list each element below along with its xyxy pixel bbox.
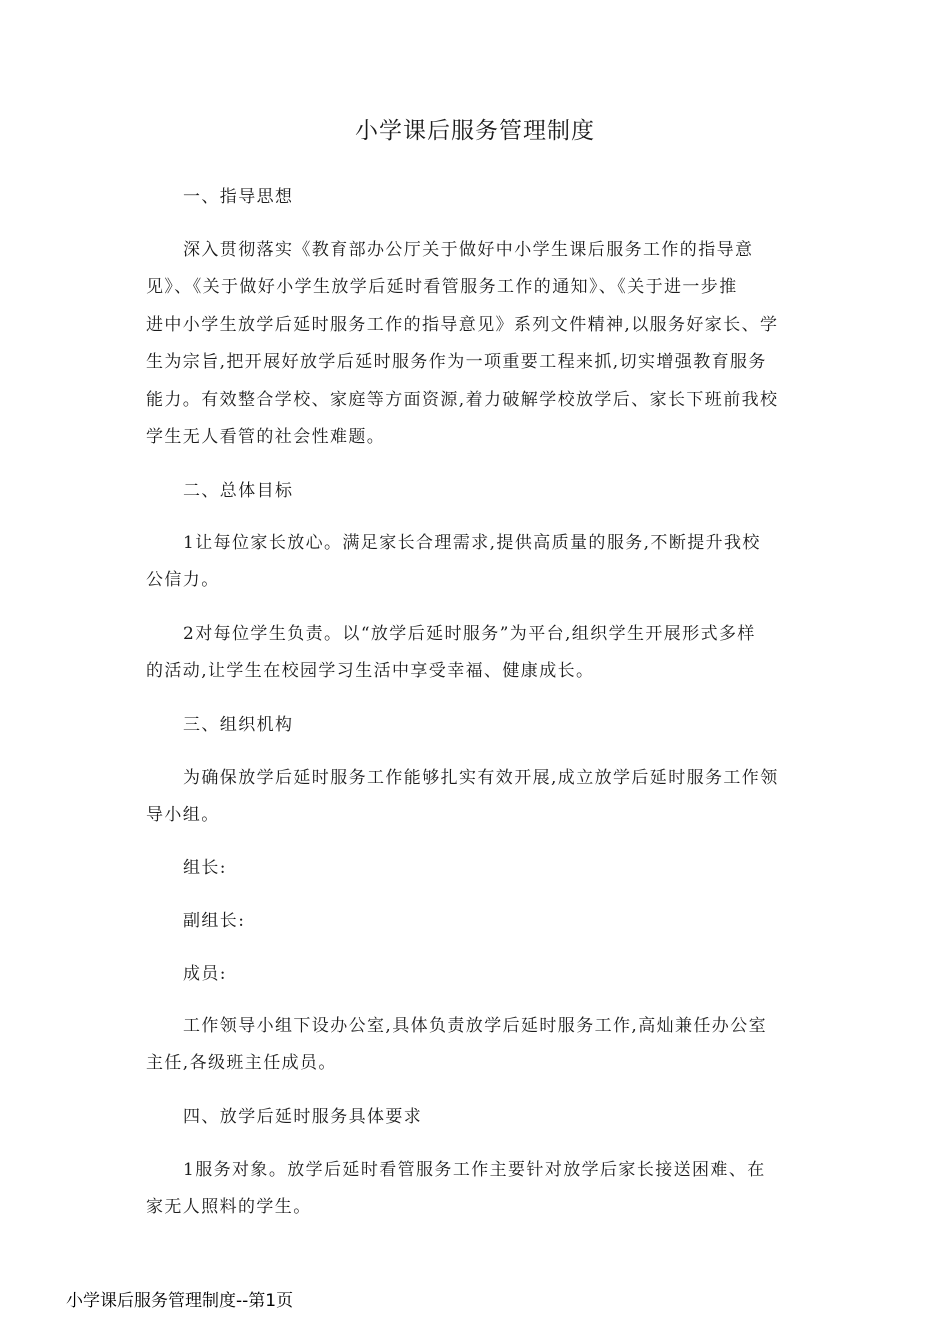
group-leader-label: 组长: [183,858,227,878]
section2-heading: 二、总体目标 [183,481,294,501]
deputy-leader-label: 副组长: [183,911,246,931]
section3-paragraph-2 [146,1008,811,1083]
text-line: 生为宗旨,把开展好放学后延时服务作为一项重要工程来抓,切实增强教育服务 [146,352,767,373]
section4-heading: 四、放学后延时服务具体要求 [183,1107,423,1127]
section3-heading: 三、组织机构 [183,715,294,735]
text-line: 2对每位学生负责。以“放学后延时服务”为平台,组织学生开展形式多样 [183,624,756,644]
text-line: 公信力。 [146,570,220,591]
section1-heading: 一、指导思想 [183,187,294,207]
section2-paragraph-1 [146,525,811,600]
text-line: 工作领导小组下设办公室,具体负责放学后延时服务工作,高灿兼任办公室 [183,1016,768,1036]
section4-paragraph-1 [146,1152,811,1227]
section2-paragraph-2 [146,616,811,691]
text-line: 见》、《关于做好小学生放学后延时看管服务工作的通知》、《关于进一步推 [146,277,738,298]
section1-paragraph [146,232,811,456]
text-line: 主任,各级班主任成员。 [146,1053,337,1074]
text-line: 深入贯彻落实《教育部办公厅关于做好中小学生课后服务工作的指导意 [183,240,754,260]
document-title: 小学课后服务管理制度 [355,118,595,144]
text-line: 能力。有效整合学校、家庭等方面资源,着力破解学校放学后、家长下班前我校 [146,389,779,410]
text-line: 进中小学生放学后延时服务工作的指导意见》系列文件精神,以服务好家长、学 [146,314,779,335]
members-label: 成员: [183,964,227,984]
text-line: 家无人照料的学生。 [146,1197,312,1218]
text-line: 的活动,让学生在校园学习生活中享受幸福、健康成长。 [146,661,595,682]
text-line: 1让每位家长放心。满足家长合理需求,提供高质量的服务,不断提升我校 [183,533,761,553]
section3-paragraph-1 [146,760,811,835]
text-line: 1服务对象。放学后延时看管服务工作主要针对放学后家长接送困难、在 [183,1160,766,1180]
text-line: 学生无人看管的社会性难题。 [146,427,386,448]
text-line: 导小组。 [146,805,220,826]
text-line: 为确保放学后延时服务工作能够扎实有效开展,成立放学后延时服务工作领 [183,768,779,788]
page-footer: 小学课后服务管理制度--第1页 [66,1291,294,1311]
